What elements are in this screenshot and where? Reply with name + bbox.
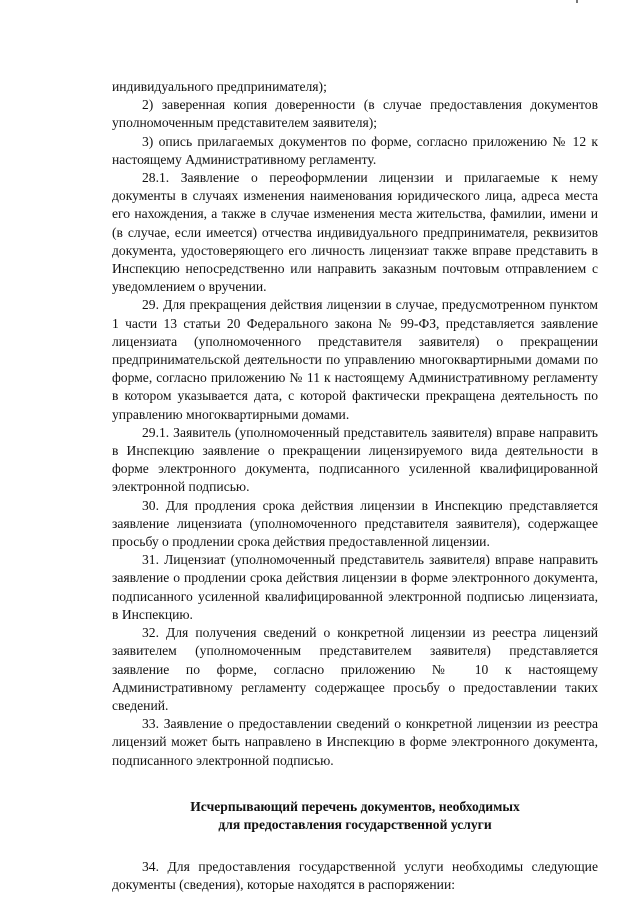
section-heading: [112, 798, 598, 834]
section-heading-line-1: Исчерпывающий перечень документов, необходимых: [190, 798, 520, 814]
document-body: [112, 78, 598, 895]
paragraph-28-1: 28.1. Заявление о переоформлении лицензии и прилагаемые к нему документы в случаях изменения наименования юридического лица, адреса места его нахождения, а также в случае изменения места жительства, фамилии, имени и (в случае, если имеется) отчества индивидуального предпринимателя, реквизитов документа, удостоверяющего его личность лицензиат также вправе представить в Инспекцию непосредственно или направить заказным почтовым отправлением с уведомлением о вручении.: [112, 170, 598, 295]
paragraph-29-1: 29.1. Заявитель (уполномоченный представитель заявителя) вправе направить в Инспекцию заявление о прекращении лицензируемого вида деятельности в форме электронного документа, подписанного усиленной квалифицированной электронной подписью.: [112, 424, 598, 495]
paragraph-32: 32. Для получения сведений о конкретной лицензии из реестра лицензий заявителем (уполномоченным представителем заявителя) представляется заявление по форме, согласно приложению № 10 к настоящему Административному регламенту содержащее просьбу о предоставлении таких сведений.: [112, 625, 598, 713]
page-corner-mark: [576, 0, 578, 3]
paragraph-29: 29. Для прекращения действия лицензии в случае, предусмотренном пунктом 1 части 13 статьи 20 Федерального закона № 99-ФЗ, представляется заявление лицензиата (уполномоченного представителя заявителя) о прекращении предпринимательской деятельности по управлению многоквартирными домами по форме, согласно приложению № 11 к настоящему Административному регламенту в котором указывается дата, с которой фактически прекращена деятельность по управлению многоквартирными домами.: [112, 297, 598, 422]
paragraph-30: 30. Для продления срока действия лицензии в Инспекцию представляется заявление лицензиата (уполномоченного представителя заявителя), содержащее просьбу о продлении срока действия предоставленной лицензии.: [112, 497, 598, 550]
paragraph-31: 31. Лицензиат (уполномоченный представитель заявителя) вправе направить заявление о продлении срока действия лицензии в форме электронного документа, подписанного усиленной квалифицированной электронной подписью лицензиата, в Инспекцию.: [112, 552, 598, 622]
paragraph-33: 33. Заявление о предоставлении сведений о конкретной лицензии из реестра лицензий может быть направлено в Инспекцию в форме электронного документа, подписанного электронной подписью.: [112, 716, 598, 768]
paragraph-item-3: 3) опись прилагаемых документов по форме, согласно приложению № 12 к настоящему Административному регламенту.: [112, 133, 598, 167]
paragraph-item-2: 2) заверенная копия доверенности (в случае предоставления документов уполномоченным представителем заявителя);: [112, 97, 598, 131]
paragraph-continuation: индивидуального предпринимателя);: [112, 79, 327, 94]
paragraph-34: 34. Для предоставления государственной услуги необходимы следующие документы (сведения), которые находятся в распоряжении:: [112, 859, 598, 893]
section-heading-line-2: для предоставления государственной услуги: [218, 816, 492, 832]
